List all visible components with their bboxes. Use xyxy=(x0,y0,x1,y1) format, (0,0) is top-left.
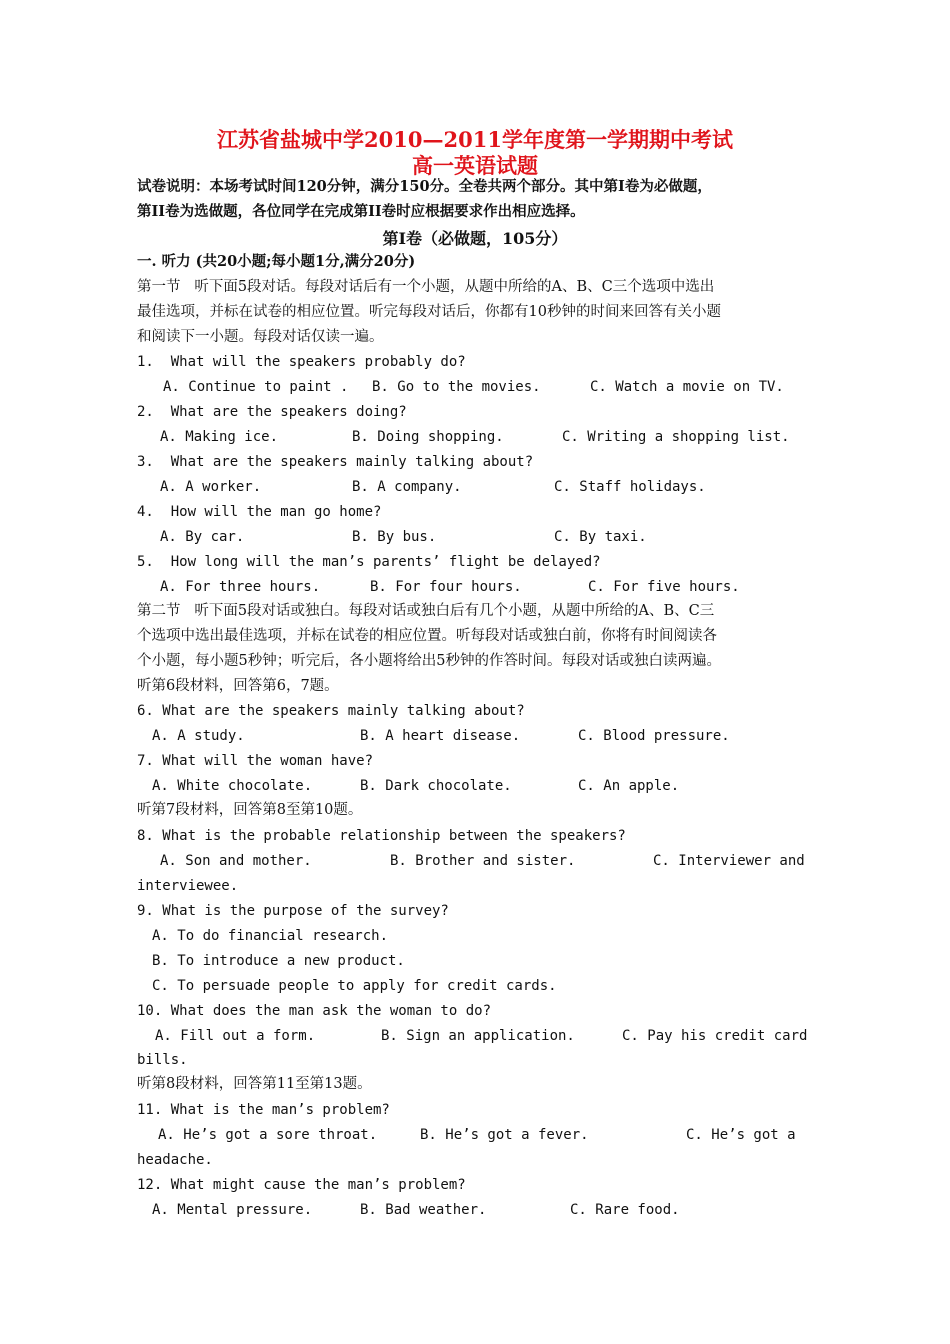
exam-title: 江苏省盐城中学2010—2011学年度第一学期期中考试 xyxy=(217,127,733,152)
q2-option-b: B. Doing shopping. xyxy=(352,429,504,445)
question-3: 3. What are the speakers mainly talking about? xyxy=(137,454,534,470)
question-1: 1. What will the speakers probably do? xyxy=(137,354,466,370)
q7-option-a: A. White chocolate. xyxy=(152,778,313,794)
instructions-line-2: 第II卷为选做题，各位同学在完成第II卷时应根据要求作出相应选择。 xyxy=(137,203,585,220)
q6-option-a: A. A study. xyxy=(152,728,245,744)
q1-option-b: B. Go to the movies. xyxy=(372,379,541,395)
q11-option-c: C. He’s got a xyxy=(686,1127,796,1143)
question-11: 11. What is the man’s problem? xyxy=(137,1102,390,1118)
q10-option-c: C. Pay his credit card xyxy=(622,1028,808,1044)
q5-option-a: A. For three hours. xyxy=(160,579,321,595)
q12-option-c: C. Rare food. xyxy=(570,1202,680,1218)
q4-option-c: C. By taxi. xyxy=(554,529,647,545)
q12-option-b: B. Bad weather. xyxy=(360,1202,487,1218)
q2-option-a: A. Making ice. xyxy=(160,429,279,445)
q8-option-b: B. Brother and sister. xyxy=(390,853,576,869)
q9-option-c: C. To persuade people to apply for credit cards. xyxy=(152,978,557,994)
q3-option-b: B. A company. xyxy=(352,479,462,495)
section-title: 第I卷（必做题，105分） xyxy=(382,229,568,248)
q5-option-b: B. For four hours. xyxy=(370,579,522,595)
question-12: 12. What might cause the man’s problem? xyxy=(137,1177,466,1193)
q10-option-a: A. Fill out a form. xyxy=(155,1028,316,1044)
q1-option-c: C. Watch a movie on TV. xyxy=(590,379,784,395)
q11-option-c-continued: headache. xyxy=(137,1152,213,1168)
question-9: 9. What is the purpose of the survey? xyxy=(137,903,449,919)
question-8: 8. What is the probable relationship between the speakers? xyxy=(137,828,626,844)
section2-instructions-1: 第二节 听下面5段对话或独白。每段对话或独白后有几个小题，从题中所给的A、B、C三 xyxy=(137,603,715,619)
section2-instructions-3: 个小题，每小题5秒钟；听完后，各小题将给出5秒钟的作答时间。每段对话或独白读两遍。 xyxy=(137,653,721,669)
q10-option-b: B. Sign an application. xyxy=(381,1028,575,1044)
section1-instructions-2: 最佳选项，并标在试卷的相应位置。听完每段对话后，你都有10秒钟的时间来回答有关小题 xyxy=(137,304,721,320)
section2-instructions-2: 个选项中选出最佳选项，并标在试卷的相应位置。听每段对话或独白前，你将有时间阅读各 xyxy=(137,628,717,644)
section1-instructions-3: 和阅读下一小题。每段对话仅读一遍。 xyxy=(137,329,384,345)
q8-option-a: A. Son and mother. xyxy=(160,853,312,869)
part1-heading: 一. 听力 (共20小题;每小题1分,满分20分) xyxy=(137,253,416,270)
material-8-heading: 听第8段材料，回答第11至第13题。 xyxy=(137,1076,372,1092)
q5-option-c: C. For five hours. xyxy=(588,579,740,595)
q7-option-b: B. Dark chocolate. xyxy=(360,778,512,794)
question-4: 4. How will the man go home? xyxy=(137,504,382,520)
q8-option-c: C. Interviewer and xyxy=(653,853,805,869)
q8-option-c-continued: interviewee. xyxy=(137,878,239,894)
question-2: 2. What are the speakers doing? xyxy=(137,404,407,420)
q10-option-c-continued: bills. xyxy=(137,1052,188,1068)
section1-instructions-1: 第一节 听下面5段对话。每段对话后有一个小题，从题中所给的A、B、C三个选项中选出 xyxy=(137,279,715,295)
material-6-heading: 听第6段材料，回答第6，7题。 xyxy=(137,678,339,694)
question-5: 5. How long will the man’s parents’ flight be delayed? xyxy=(137,554,601,570)
question-6: 6. What are the speakers mainly talking about? xyxy=(137,703,525,719)
question-10: 10. What does the man ask the woman to do? xyxy=(137,1003,492,1019)
q3-option-a: A. A worker. xyxy=(160,479,262,495)
q9-option-b: B. To introduce a new product. xyxy=(152,953,405,969)
q3-option-c: C. Staff holidays. xyxy=(554,479,706,495)
q11-option-b: B. He’s got a fever. xyxy=(420,1127,589,1143)
q4-option-b: B. By bus. xyxy=(352,529,437,545)
question-7: 7. What will the woman have? xyxy=(137,753,374,769)
material-7-heading: 听第7段材料，回答第8至第10题。 xyxy=(137,802,363,818)
q11-option-a: A. He’s got a sore throat. xyxy=(158,1127,378,1143)
q2-option-c: C. Writing a shopping list. xyxy=(562,429,790,445)
instructions-line-1: 试卷说明：本场考试时间120分钟，满分150分。全卷共两个部分。其中第I卷为必做题， xyxy=(137,178,712,195)
exam-subtitle: 高一英语试题 xyxy=(412,153,538,178)
q4-option-a: A. By car. xyxy=(160,529,245,545)
q6-option-b: B. A heart disease. xyxy=(360,728,521,744)
q1-option-a: A. Continue to paint . xyxy=(163,379,349,395)
q7-option-c: C. An apple. xyxy=(578,778,680,794)
q12-option-a: A. Mental pressure. xyxy=(152,1202,313,1218)
q9-option-a: A. To do financial research. xyxy=(152,928,389,944)
q6-option-c: C. Blood pressure. xyxy=(578,728,730,744)
